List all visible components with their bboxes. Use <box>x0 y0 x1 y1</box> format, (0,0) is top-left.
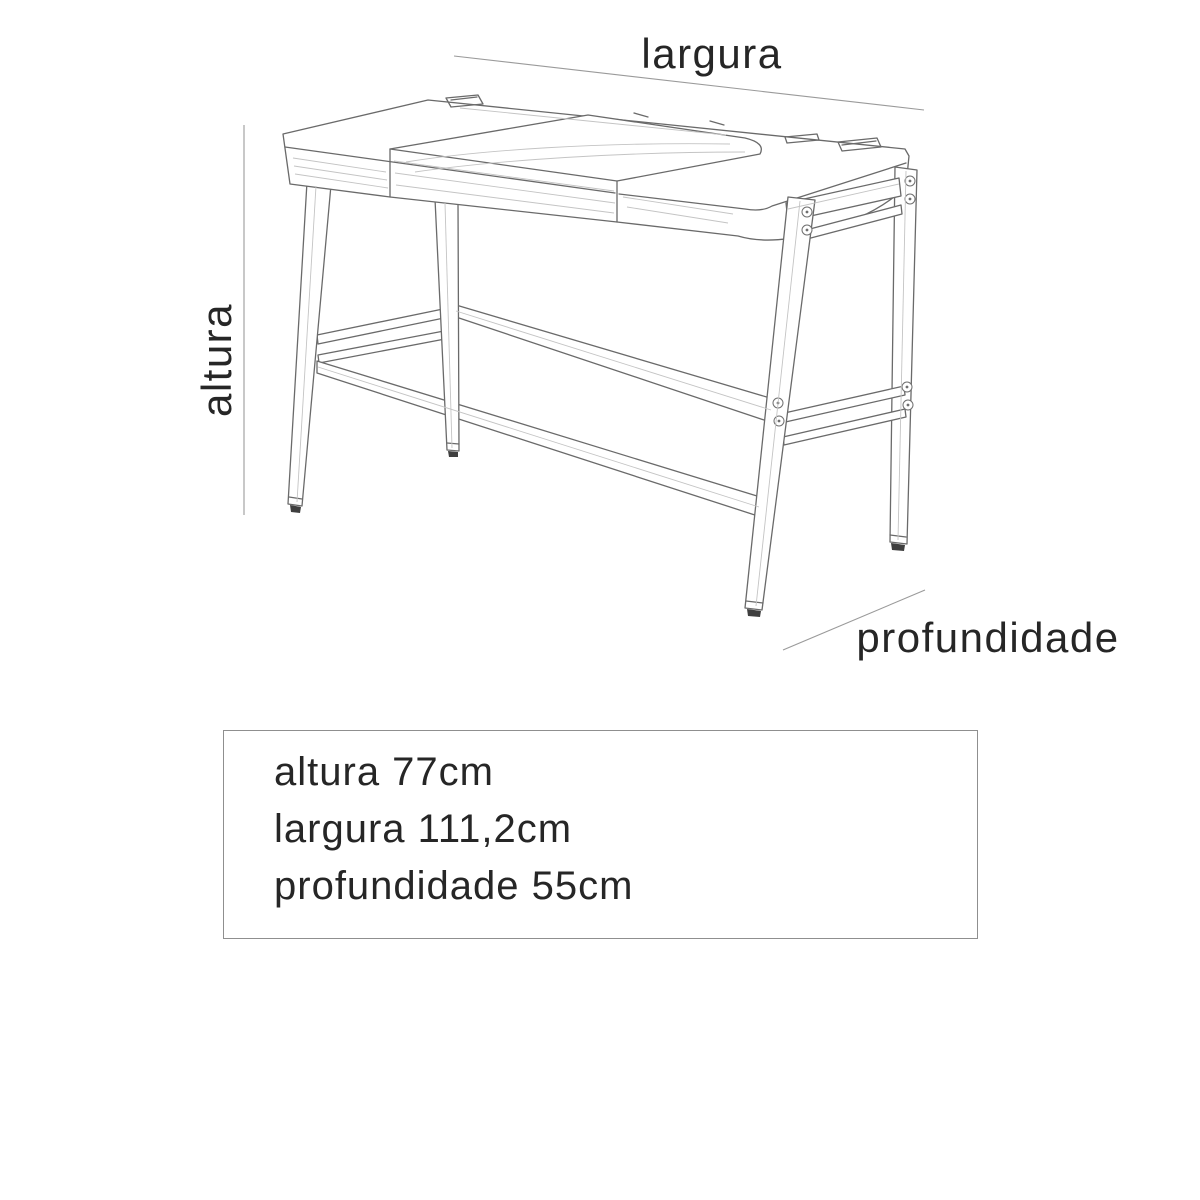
width-dimension-text: largura 111,2cm <box>274 807 573 851</box>
depth-dimension-text: profundidade 55cm <box>274 864 634 908</box>
foot-pads <box>290 451 905 617</box>
foot-pad <box>448 451 458 457</box>
back-rail <box>456 305 773 423</box>
front-left-leg <box>288 182 331 506</box>
desk-top <box>283 95 909 240</box>
desk-stretchers <box>317 305 773 517</box>
foot-pad <box>891 543 905 551</box>
back-left-leg <box>435 199 459 451</box>
hinge-notch-1 <box>634 113 648 117</box>
width-label: largura <box>641 30 783 77</box>
height-dimension-text: altura 77cm <box>274 750 494 794</box>
dimensions-box <box>223 730 978 939</box>
back-right-leg <box>890 167 917 544</box>
height-label: altura <box>193 302 240 418</box>
hinge-notch-2 <box>710 121 724 125</box>
depth-label: profundidade <box>856 614 1120 661</box>
